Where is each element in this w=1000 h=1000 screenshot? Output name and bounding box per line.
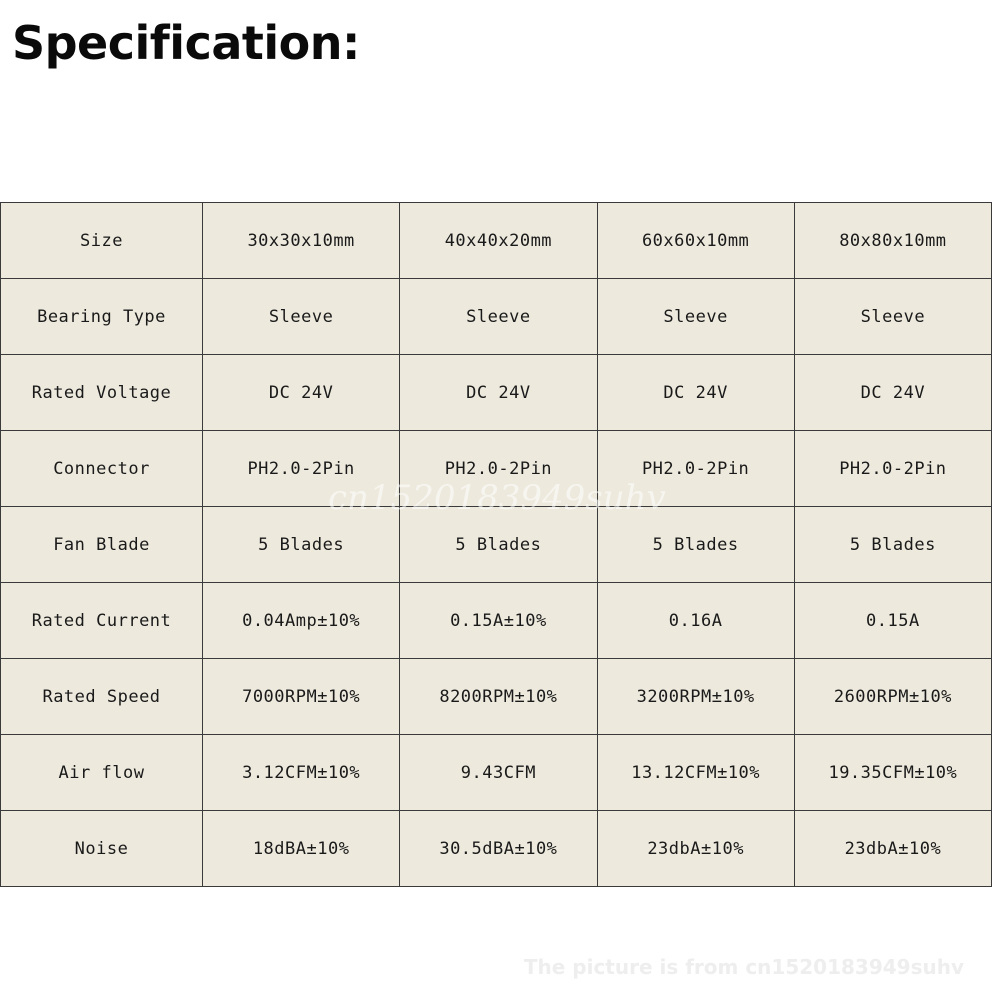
- table-cell: DC 24V: [203, 355, 400, 431]
- row-label: Fan Blade: [1, 507, 203, 583]
- table-cell: Sleeve: [203, 279, 400, 355]
- table-row: [1, 203, 992, 279]
- table-cell: 30.5dBA±10%: [400, 811, 597, 887]
- row-label: Rated Voltage: [1, 355, 203, 431]
- table-cell: 0.04Amp±10%: [203, 583, 400, 659]
- table-cell: 5 Blades: [400, 507, 597, 583]
- table-cell: 0.15A±10%: [400, 583, 597, 659]
- table-cell: DC 24V: [400, 355, 597, 431]
- row-label: Air flow: [1, 735, 203, 811]
- table-cell: 23dbA±10%: [794, 811, 991, 887]
- table-cell: Sleeve: [400, 279, 597, 355]
- table-cell: PH2.0-2Pin: [203, 431, 400, 507]
- table-cell: Sleeve: [597, 279, 794, 355]
- table-cell: DC 24V: [597, 355, 794, 431]
- table-row: [1, 431, 992, 507]
- row-label: Noise: [1, 811, 203, 887]
- table-cell: 60x60x10mm: [597, 203, 794, 279]
- table-cell: DC 24V: [794, 355, 991, 431]
- table-cell: 30x30x10mm: [203, 203, 400, 279]
- table-cell: 0.15A: [794, 583, 991, 659]
- table-cell: 5 Blades: [203, 507, 400, 583]
- table-cell: 3.12CFM±10%: [203, 735, 400, 811]
- table-cell: 2600RPM±10%: [794, 659, 991, 735]
- row-label: Rated Current: [1, 583, 203, 659]
- table-row: [1, 583, 992, 659]
- page-title: Specification:: [12, 16, 360, 70]
- table-cell: 40x40x20mm: [400, 203, 597, 279]
- table-row: [1, 811, 992, 887]
- table-cell: 18dBA±10%: [203, 811, 400, 887]
- row-label: Bearing Type: [1, 279, 203, 355]
- table-row: [1, 355, 992, 431]
- specification-table-body: [1, 203, 992, 887]
- table-cell: Sleeve: [794, 279, 991, 355]
- table-row: [1, 659, 992, 735]
- table-row: [1, 735, 992, 811]
- row-label: Connector: [1, 431, 203, 507]
- row-label: Rated Speed: [1, 659, 203, 735]
- watermark-footer: The picture is from cn1520183949suhv: [523, 955, 964, 979]
- table-cell: 0.16A: [597, 583, 794, 659]
- table-row: [1, 279, 992, 355]
- table-cell: 13.12CFM±10%: [597, 735, 794, 811]
- specification-table: [0, 202, 992, 887]
- table-cell: PH2.0-2Pin: [597, 431, 794, 507]
- table-cell: 5 Blades: [597, 507, 794, 583]
- table-cell: 5 Blades: [794, 507, 991, 583]
- table-cell: PH2.0-2Pin: [400, 431, 597, 507]
- table-cell: 19.35CFM±10%: [794, 735, 991, 811]
- table-cell: 9.43CFM: [400, 735, 597, 811]
- table-cell: 8200RPM±10%: [400, 659, 597, 735]
- table-cell: PH2.0-2Pin: [794, 431, 991, 507]
- table-cell: 80x80x10mm: [794, 203, 991, 279]
- table-cell: 3200RPM±10%: [597, 659, 794, 735]
- watermark-center: cn1520183949suhv: [328, 478, 666, 518]
- table-row: [1, 507, 992, 583]
- table-cell: 23dbA±10%: [597, 811, 794, 887]
- row-label: Size: [1, 203, 203, 279]
- table-cell: 7000RPM±10%: [203, 659, 400, 735]
